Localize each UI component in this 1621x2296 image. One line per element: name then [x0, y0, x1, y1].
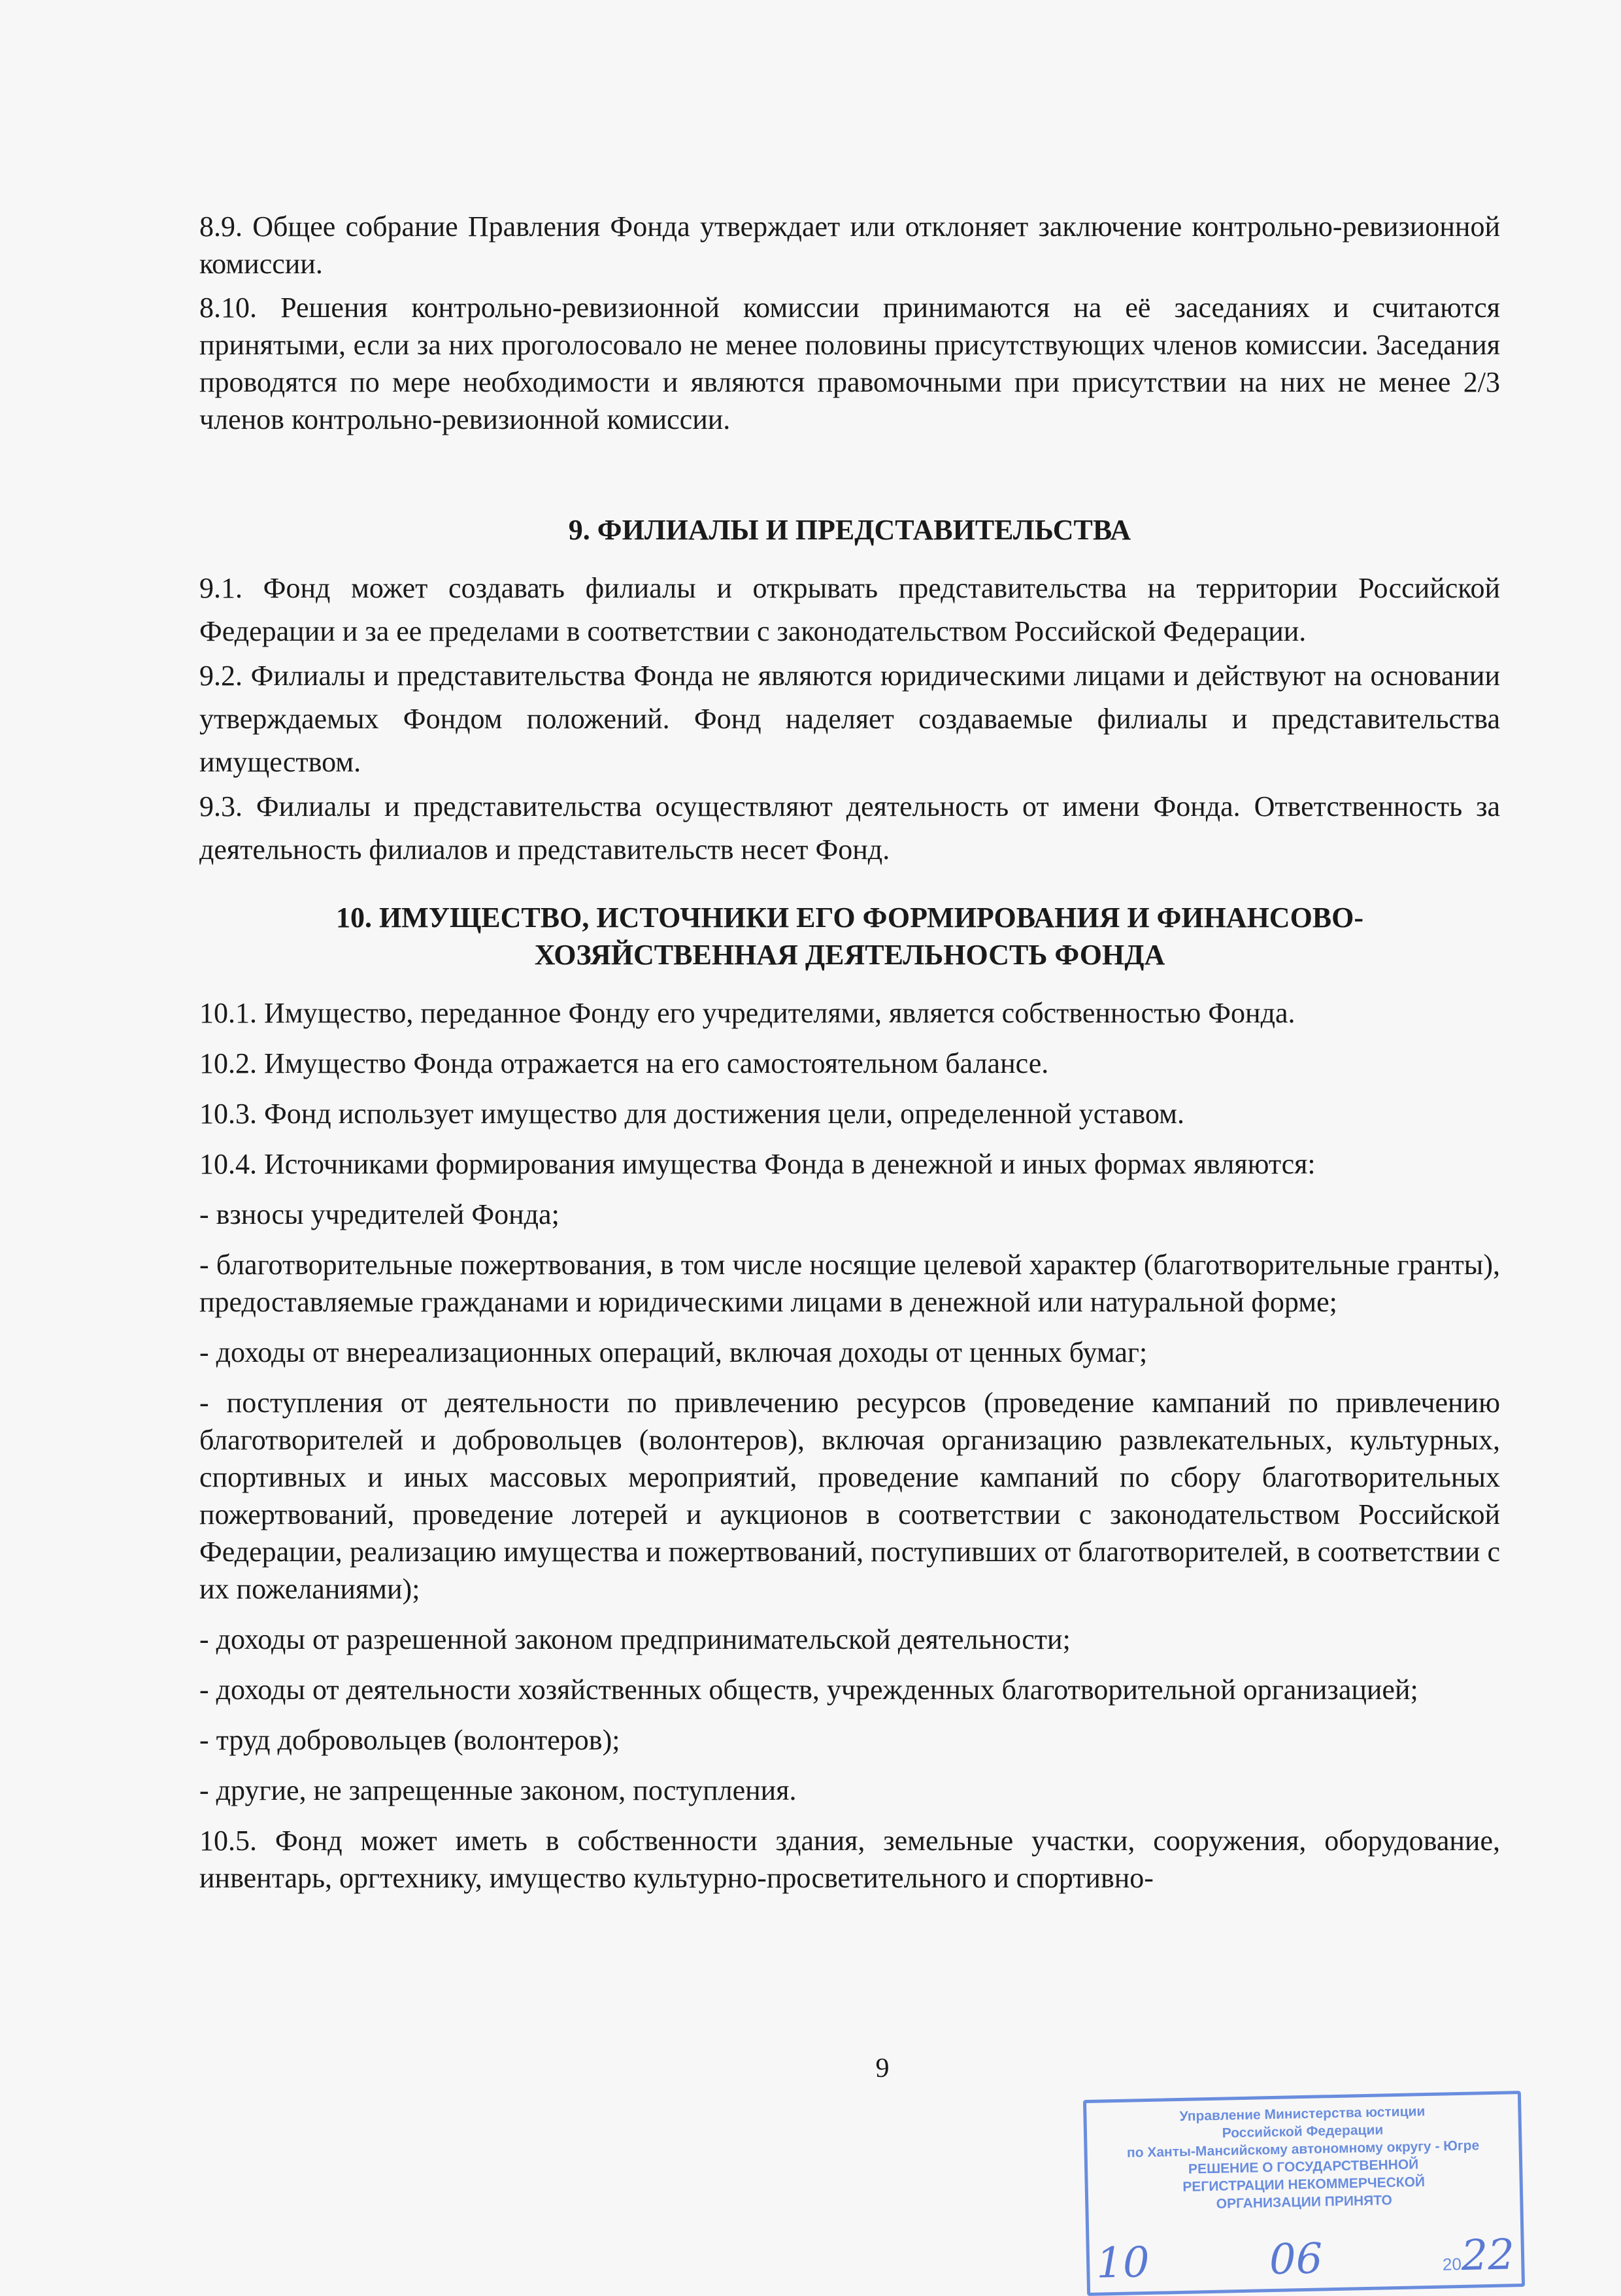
stamp-line-6: ОРГАНИЗАЦИИ ПРИНЯТО: [1216, 2193, 1393, 2212]
stamp-line-5: РЕГИСТРАЦИИ НЕКОММЕРЧЕСКОЙ: [1182, 2174, 1426, 2195]
section-9-heading: 9. ФИЛИАЛЫ И ПРЕДСТАВИТЕЛЬСТВА: [568, 514, 1131, 546]
page-number: 9: [875, 2053, 890, 2084]
stamp-year-prefix: 20: [1442, 2254, 1462, 2274]
list-item-other-receipts: - другие, не запрещенные законом, поступления.: [199, 1774, 797, 1806]
stamp-line-4: РЕШЕНИЕ О ГОСУДАРСТВЕННОЙ: [1188, 2157, 1419, 2177]
stamp-year-suffix: 22: [1460, 2231, 1515, 2280]
list-item-founders-contributions: - взносы учредителей Фонда;: [199, 1198, 560, 1230]
stamp-date: [1095, 2231, 1515, 2288]
list-item-volunteer-labor: - труд добровольцев (волонтеров);: [199, 1724, 620, 1756]
list-item-subsidiary-income: - доходы от деятельности хозяйственных обществ, учрежденных благотворительной организацией;: [199, 1674, 1418, 1706]
stamp-line-2: Российской Федерации: [1222, 2122, 1384, 2141]
stamp-month: 06: [1269, 2235, 1324, 2285]
stamp-year: [1442, 2231, 1515, 2280]
paragraph-8-9: 8.9. Общее собрание Правления Фонда утверждает или отклоняет заключение контрольно-ревизионной комиссии.: [199, 211, 1500, 280]
list-item-business-income: - доходы от разрешенной законом предпринимательской деятельности;: [199, 1623, 1071, 1655]
list-item-non-operating-income: - доходы от внереализационных операций, включая доходы от ценных бумаг;: [199, 1336, 1148, 1368]
paragraph-10-5: 10.5. Фонд может иметь в собственности здания, земельные участки, сооружения, оборудование, инвентарь, оргтехнику, имущество культурно-просветительного и спортивно-: [199, 1825, 1500, 1894]
paragraph-10-3: 10.3. Фонд использует имущество для достижения цели, определенной уставом.: [199, 1098, 1184, 1130]
paragraph-10-2: 10.2. Имущество Фонда отражается на его самостоятельном балансе.: [199, 1047, 1049, 1079]
document-body: [199, 208, 1500, 1897]
paragraph-10-4: 10.4. Источниками формирования имущества Фонда в денежной и иных формах являются:: [199, 1148, 1316, 1180]
stamp-line-3: по Ханты-Мансийскому автономному округу - Югре: [1126, 2138, 1480, 2161]
list-item-charitable-donations: - благотворительные пожертвования, в том числе носящие целевой характер (благотворительные гранты), предоставляемые гражданами и юридическими лицами в денежной или натуральной форме;: [199, 1249, 1500, 1318]
stamp-line-1: Управление Министерства юстиции: [1179, 2104, 1426, 2124]
paragraph-9-1: 9.1. Фонд может создавать филиалы и открывать представительства на территории Российской Федерации и за ее пределами в соответствии с законодательством Российской Федерации.: [199, 572, 1500, 647]
registration-stamp: [1083, 2091, 1525, 2296]
section-10-paragraphs: [199, 994, 1500, 1897]
section-10-heading-line-1: 10. ИМУЩЕСТВО, ИСТОЧНИКИ ЕГО ФОРМИРОВАНИЯ И ФИНАНСОВО-: [335, 902, 1364, 934]
paragraph-9-2: 9.2. Филиалы и представительства Фонда не являются юридическими лицами и действуют на основании утверждаемых Фондом положений. Фонд наделяет создаваемые филиалы и представительства имуществом.: [199, 660, 1500, 778]
paragraph-9-3: 9.3. Филиалы и представительства осуществляют деятельность от имени Фонда. Ответственность за деятельность филиалов и представительств несет Фонд.: [199, 790, 1500, 866]
section-10-heading-line-2: ХОЗЯЙСТВЕННАЯ ДЕЯТЕЛЬНОСТЬ ФОНДА: [534, 939, 1165, 971]
list-item-fundraising-income: - поступления от деятельности по привлечению ресурсов (проведение кампаний по привлечению благотворителей и добровольцев (волонтеров), включая организацию развлекательных, культурных, спортивных и иных массовых мероприятий, проведение кампаний по сбору благотворительных пожертвований, проведение лотерей и аукционов в соответствии с законодательством Российской Федерации, реализацию имущества и пожертвований, поступивших от благотворителей, в соответствии с их пожеланиями);: [199, 1387, 1500, 1605]
section-10-heading: [199, 899, 1500, 973]
paragraph-10-1: 10.1. Имущество, переданное Фонду его учредителями, является собственностью Фонда.: [199, 997, 1295, 1029]
paragraph-8-10: 8.10. Решения контрольно-ревизионной комиссии принимаются на её заседаниях и считаются принятыми, если за них проголосовало не менее половины присутствующих членов комиссии. Заседания проводятся по мере необходимости и являются правомочными при присутствии на них не менее 2/3 членов контрольно-ревизионной комиссии.: [199, 292, 1500, 435]
stamp-day: 10: [1095, 2238, 1150, 2288]
